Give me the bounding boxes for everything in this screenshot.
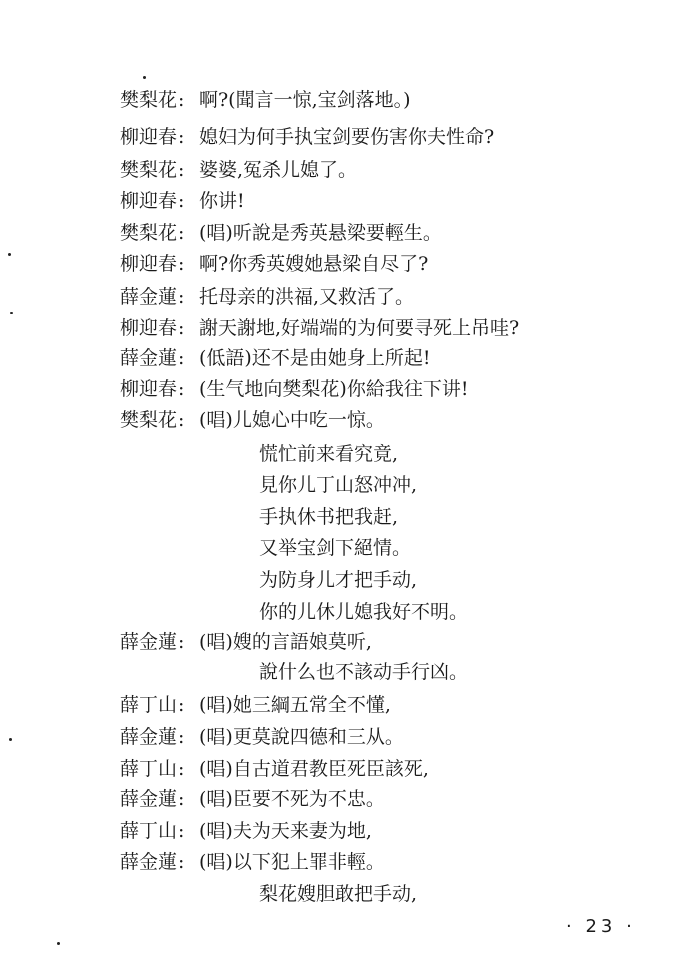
dialogue-text: 啊?(聞言一惊,宝剑落地。) [199, 89, 411, 111]
script-line [0, 596, 690, 628]
speaker-colon: : [178, 190, 185, 212]
dialogue-text: (唱)自古道君教臣死臣該死, [199, 758, 429, 780]
dialogue-text: 你讲! [199, 190, 245, 212]
scan-speck [8, 253, 11, 256]
speaker-name: 薛金蓮 [120, 286, 178, 308]
speaker-colon: : [178, 89, 185, 111]
speaker-colon: : [178, 159, 185, 181]
speaker-name: 薛丁山 [120, 820, 178, 842]
speaker-name: 薛丁山 [120, 694, 178, 716]
speaker-colon: : [178, 126, 185, 148]
scan-speck [143, 76, 146, 79]
dialogue-text: 婆婆,冤杀儿媳了。 [199, 159, 358, 181]
dialogue-text: (唱)臣要不死为不忠。 [199, 788, 385, 810]
speaker-colon: : [178, 409, 185, 431]
dialogue-text: (唱)她三綱五常全不懂, [199, 694, 391, 716]
script-line [0, 753, 690, 785]
page-number: · 23 · [566, 916, 636, 937]
speaker-colon: : [178, 631, 185, 653]
dialogue-text: (低語)还不是由她身上所起! [199, 347, 431, 369]
speaker-name: 薛金蓮 [120, 726, 178, 748]
speaker-name: 柳迎春 [120, 253, 178, 275]
lyric-continuation: 手执休书把我赶, [259, 506, 399, 528]
speaker-name: 薛丁山 [120, 758, 178, 780]
script-line [0, 656, 690, 688]
script-line [0, 342, 690, 374]
speaker-name: 柳迎春 [120, 126, 178, 148]
dialogue-text: (唱)更莫說四德和三从。 [199, 726, 404, 748]
script-line [0, 501, 690, 533]
lyric-continuation: 見你儿丁山怒冲冲, [259, 474, 418, 496]
script-line [0, 815, 690, 847]
lyric-continuation: 慌忙前来看究竟, [259, 443, 399, 465]
speaker-colon: : [178, 378, 185, 400]
lyric-continuation: 为防身儿才把手动, [259, 569, 418, 591]
script-line [0, 312, 690, 344]
dialogue-text: 啊?你秀英嫂她悬梁自尽了? [199, 253, 429, 275]
speaker-colon: : [178, 694, 185, 716]
speaker-colon: : [178, 726, 185, 748]
script-line [0, 532, 690, 564]
script-line [0, 84, 690, 116]
speaker-name: 樊梨花 [120, 89, 178, 111]
script-line [0, 721, 690, 753]
script-line [0, 783, 690, 815]
dialogue-text: (唱)听說是秀英悬梁要輕生。 [199, 222, 442, 244]
script-line [0, 217, 690, 249]
scan-speck [10, 312, 13, 314]
speaker-name: 樊梨花 [120, 409, 178, 431]
script-line [0, 404, 690, 436]
speaker-colon: : [178, 317, 185, 339]
speaker-colon: : [178, 758, 185, 780]
script-line [0, 846, 690, 878]
dialogue-text: 媳妇为何手执宝剑要伤害你夫性命? [199, 126, 495, 148]
dialogue-text: (唱)以下犯上罪非輕。 [199, 851, 385, 873]
script-line [0, 373, 690, 405]
speaker-name: 柳迎春 [120, 378, 178, 400]
speaker-colon: : [178, 253, 185, 275]
lyric-continuation: 你的儿休儿媳我好不明。 [259, 601, 469, 623]
dialogue-text: (唱)儿媳心中吃一惊。 [199, 409, 385, 431]
speaker-name: 樊梨花 [120, 159, 178, 181]
script-line [0, 689, 690, 721]
dialogue-text: (生气地向樊梨花)你給我往下讲! [199, 378, 469, 400]
dialogue-text: (唱)夫为天来妻为地, [199, 820, 372, 842]
script-line [0, 281, 690, 313]
lyric-continuation: 說什么也不該动手行凶。 [259, 661, 469, 683]
dialogue-text: 托母亲的洪福,又救活了。 [199, 286, 415, 308]
speaker-colon: : [178, 347, 185, 369]
speaker-name: 薛金蓮 [120, 851, 178, 873]
script-line [0, 154, 690, 186]
dialogue-text: (唱)嫂的言語娘莫听, [199, 631, 372, 653]
lyric-continuation: 梨花嫂胆敢把手动, [259, 883, 418, 905]
script-line [0, 438, 690, 470]
script-line [0, 878, 690, 910]
speaker-name: 柳迎春 [120, 317, 178, 339]
dialogue-text: 謝天謝地,好端端的为何要寻死上吊哇? [199, 317, 520, 339]
script-line [0, 248, 690, 280]
script-line [0, 626, 690, 658]
script-line [0, 469, 690, 501]
scan-speck [57, 942, 60, 945]
lyric-continuation: 又举宝剑下絕情。 [259, 537, 412, 559]
script-line [0, 564, 690, 596]
speaker-name: 柳迎春 [120, 190, 178, 212]
script-line [0, 121, 690, 153]
speaker-colon: : [178, 788, 185, 810]
scan-speck [9, 738, 12, 741]
script-line [0, 185, 690, 217]
speaker-name: 樊梨花 [120, 222, 178, 244]
speaker-colon: : [178, 820, 185, 842]
speaker-colon: : [178, 851, 185, 873]
speaker-colon: : [178, 222, 185, 244]
speaker-name: 薛金蓮 [120, 347, 178, 369]
speaker-colon: : [178, 286, 185, 308]
speaker-name: 薛金蓮 [120, 788, 178, 810]
speaker-name: 薛金蓮 [120, 631, 178, 653]
